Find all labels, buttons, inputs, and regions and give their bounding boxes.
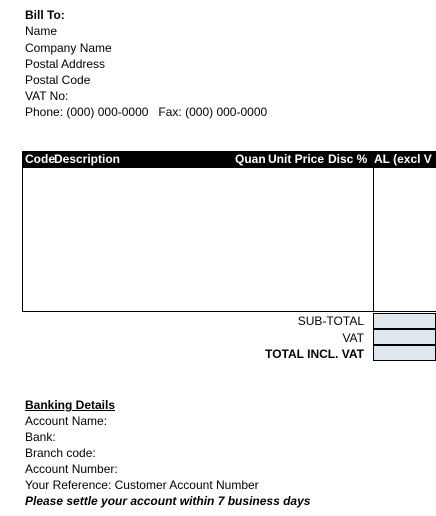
- subtotal-label: SUB-TOTAL: [297, 314, 364, 328]
- banking-account-name: Account Name:: [25, 414, 108, 428]
- bill-to-name: Name: [25, 24, 58, 38]
- vat-cell[interactable]: [373, 329, 436, 345]
- subtotal-cell[interactable]: [373, 313, 436, 329]
- banking-reference: Your Reference: Customer Account Number: [25, 478, 259, 492]
- header-total-excl-vat: AL (excl V: [374, 152, 432, 166]
- header-discount: Disc %: [328, 152, 368, 166]
- banking-branch-code: Branch code:: [25, 446, 96, 460]
- banking-account-number: Account Number:: [25, 462, 118, 476]
- bill-to-heading: Bill To:: [25, 8, 65, 22]
- header-code: Code: [25, 152, 55, 166]
- header-description: [53, 152, 120, 167]
- bill-to-phone-fax: Phone: (000) 000-0000 Fax: (000) 000-0000: [25, 105, 268, 119]
- total-incl-vat-cell[interactable]: [373, 345, 436, 361]
- vat-label: VAT: [342, 331, 364, 345]
- total-incl-vat-label: TOTAL INCL. VAT: [265, 347, 364, 361]
- bill-to-postal-code: Postal Code: [25, 73, 91, 87]
- banking-bank: Bank:: [25, 430, 56, 444]
- banking-heading: Banking Details: [25, 398, 116, 412]
- bill-to-postal-address: Postal Address: [25, 57, 106, 71]
- bill-to-vat-no: VAT No:: [25, 89, 69, 103]
- line-items-total-column[interactable]: [373, 168, 436, 312]
- header-unit-price: Unit Price: [268, 152, 325, 166]
- header-quantity: Quan: [235, 152, 266, 166]
- bill-to-company: Company Name: [25, 41, 112, 55]
- payment-terms-notice: Please settle your account within 7 business days: [25, 494, 311, 508]
- header-description-text: Description: [53, 152, 120, 166]
- line-items-header: [22, 151, 436, 168]
- line-items-body[interactable]: [22, 168, 374, 312]
